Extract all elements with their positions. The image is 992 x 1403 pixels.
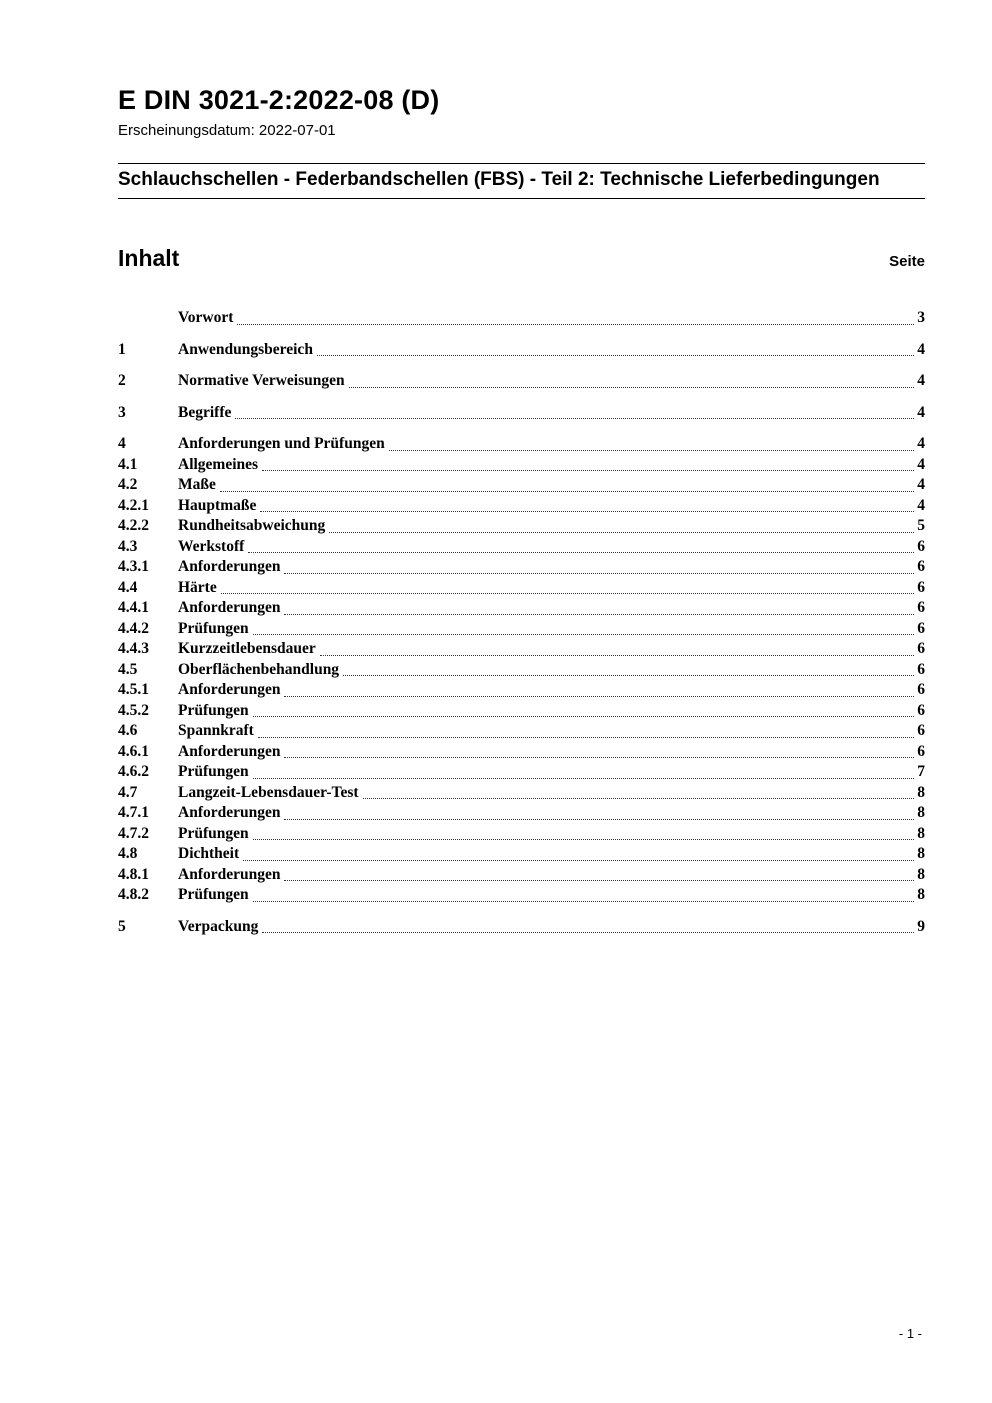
toc-entry-label: Anforderungen (178, 681, 281, 699)
toc-dotted-leader (253, 778, 915, 779)
toc-row (118, 680, 925, 701)
toc-dotted-leader (220, 491, 914, 492)
toc-entry-number: 2 (118, 372, 126, 390)
toc-entry-number: 4.2.1 (118, 496, 149, 514)
document-id: E DIN 3021-2:2022-08 (D) (118, 85, 440, 115)
toc-entry-label: Langzeit-Lebensdauer-Test (178, 783, 359, 801)
toc-page-column-label: Seite (889, 253, 925, 271)
toc-entry-page: 4 (917, 435, 925, 453)
toc-entry-page: 6 (917, 578, 925, 596)
toc-dotted-leader (284, 880, 914, 881)
toc-entry-label: Anforderungen (178, 804, 281, 822)
toc-row (118, 403, 925, 424)
toc-dotted-leader (389, 450, 915, 451)
toc-entry-label: Härte (178, 578, 217, 596)
toc-entry-label: Prüfungen (178, 824, 249, 842)
toc-row (118, 742, 925, 763)
toc-entry-number: 4.2.2 (118, 517, 149, 535)
toc-entry-number: 4.5.1 (118, 681, 149, 699)
toc-row (118, 496, 925, 517)
toc-header (118, 245, 925, 272)
toc-entry-label: Hauptmaße (178, 496, 257, 514)
toc-entry-number: 4.4.2 (118, 619, 149, 637)
toc-row (118, 619, 925, 640)
toc-entry-label: Begriffe (178, 403, 232, 421)
toc-entry-page: 4 (917, 403, 925, 421)
toc-entry-page: 4 (917, 455, 925, 473)
toc-dotted-leader (284, 757, 914, 758)
toc-dotted-leader (343, 675, 914, 676)
toc-dotted-leader (284, 819, 914, 820)
toc-entry-number: 4.6.1 (118, 742, 149, 760)
toc-row (118, 340, 925, 361)
toc-row (118, 308, 925, 329)
toc-entry-page: 6 (917, 681, 925, 699)
toc-entry-number: 4.4.1 (118, 599, 149, 617)
toc-entry-number: 1 (118, 340, 126, 358)
toc-row (118, 537, 925, 558)
toc-heading: Inhalt (118, 245, 180, 272)
toc-dotted-leader (363, 798, 915, 799)
toc-row (118, 917, 925, 938)
toc-entry-page: 8 (917, 804, 925, 822)
toc-dotted-leader (221, 593, 915, 594)
toc-dotted-leader (317, 355, 914, 356)
toc-dotted-leader (284, 696, 914, 697)
toc-dotted-leader (253, 634, 915, 635)
toc-entry-label: Prüfungen (178, 886, 249, 904)
toc-dotted-leader (260, 511, 914, 512)
toc-entry-label: Rundheitsabweichung (178, 517, 326, 535)
toc-entry-label: Kurzzeitlebensdauer (178, 640, 316, 658)
toc-dotted-leader (320, 655, 914, 656)
toc-dotted-leader (329, 532, 914, 533)
toc-entry-label: Anforderungen und Prüfungen (178, 435, 385, 453)
toc-entry-page: 4 (917, 340, 925, 358)
toc-dotted-leader (253, 716, 915, 717)
toc-entry-label: Anforderungen (178, 742, 281, 760)
toc-dotted-leader (262, 470, 914, 471)
toc-dotted-leader (237, 324, 914, 325)
toc-row (118, 516, 925, 537)
toc-entry-page: 4 (917, 476, 925, 494)
toc-entry-label: Anforderungen (178, 599, 281, 617)
toc-entry-label: Anforderungen (178, 558, 281, 576)
toc-entry-page: 4 (917, 496, 925, 514)
toc-dotted-leader (253, 901, 915, 902)
toc-entry-number: 4.7.2 (118, 824, 149, 842)
toc-row (118, 803, 925, 824)
toc-row (118, 578, 925, 599)
toc-entry-label: Prüfungen (178, 701, 249, 719)
toc-row (118, 844, 925, 865)
toc-entry-page: 8 (917, 865, 925, 883)
toc-entry-number: 4.8.1 (118, 865, 149, 883)
toc-row (118, 371, 925, 392)
toc-entry-number: 5 (118, 917, 126, 935)
toc-dotted-leader (262, 932, 914, 933)
toc-entry-page: 6 (917, 660, 925, 678)
toc-entry-number: 4.5.2 (118, 701, 149, 719)
toc-entry-page: 6 (917, 722, 925, 740)
toc-entry-number: 4.6 (118, 722, 138, 740)
toc-entry-page: 8 (917, 845, 925, 863)
toc-entry-label: Maße (178, 476, 216, 494)
toc-entry-number: 4 (118, 435, 126, 453)
toc-dotted-leader (253, 839, 915, 840)
toc-entry-page: 8 (917, 783, 925, 801)
toc-entry-number: 4.1 (118, 455, 138, 473)
toc-row (118, 557, 925, 578)
toc-entry-page: 6 (917, 640, 925, 658)
document-title: Schlauchschellen - Federbandschellen (FBS) - Teil 2: Technische Lieferbedingungen (118, 163, 925, 200)
toc-entry-label: Prüfungen (178, 763, 249, 781)
toc-row (118, 824, 925, 845)
toc-entry-label: Anwendungsbereich (178, 340, 313, 358)
toc-entry-label: Prüfungen (178, 619, 249, 637)
toc-row (118, 639, 925, 660)
footer-page-number: - 1 - (898, 1326, 922, 1341)
toc-dotted-leader (235, 418, 914, 419)
toc-entry-page: 6 (917, 619, 925, 637)
toc-entry-page: 6 (917, 742, 925, 760)
toc-entry-page: 6 (917, 701, 925, 719)
toc-entry-page: 9 (917, 917, 925, 935)
toc-entry-label: Dichtheit (178, 845, 240, 863)
toc-row (118, 598, 925, 619)
release-date: Erscheinungsdatum: 2022-07-01 (118, 121, 336, 139)
toc-entry-label: Werkstoff (178, 537, 245, 555)
toc-list (118, 308, 925, 937)
toc-row (118, 885, 925, 906)
toc-entry-number: 4.6.2 (118, 763, 149, 781)
toc-row (118, 434, 925, 455)
toc-entry-number: 4.7.1 (118, 804, 149, 822)
toc-row (118, 865, 925, 886)
toc-entry-number: 3 (118, 403, 126, 421)
toc-entry-label: Verpackung (178, 917, 259, 935)
toc-entry-number: 4.8 (118, 845, 138, 863)
toc-dotted-leader (284, 573, 914, 574)
toc-entry-label: Spannkraft (178, 722, 254, 740)
toc-entry-label: Normative Verweisungen (178, 372, 345, 390)
toc-entry-page: 6 (917, 537, 925, 555)
toc-entry-number: 4.3.1 (118, 558, 149, 576)
toc-entry-label: Anforderungen (178, 865, 281, 883)
toc-row (118, 701, 925, 722)
toc-dotted-leader (349, 387, 915, 388)
toc-entry-page: 6 (917, 558, 925, 576)
toc-entry-number: 4.4.3 (118, 640, 149, 658)
toc-entry-page: 8 (917, 824, 925, 842)
toc-row (118, 475, 925, 496)
toc-entry-page: 4 (917, 372, 925, 390)
toc-row (118, 455, 925, 476)
toc-entry-label: Allgemeines (178, 455, 259, 473)
toc-dotted-leader (248, 552, 914, 553)
toc-row (118, 762, 925, 783)
toc-entry-page: 5 (917, 517, 925, 535)
toc-row (118, 721, 925, 742)
toc-entry-page: 7 (917, 763, 925, 781)
toc-entry-number: 4.4 (118, 578, 138, 596)
toc-entry-number: 4.5 (118, 660, 138, 678)
toc-row (118, 660, 925, 681)
toc-entry-page: 8 (917, 886, 925, 904)
toc-entry-number: 4.8.2 (118, 886, 149, 904)
toc-entry-label: Oberflächenbehandlung (178, 660, 340, 678)
toc-dotted-leader (258, 737, 914, 738)
toc-entry-label: Vorwort (178, 309, 234, 327)
toc-entry-page: 6 (917, 599, 925, 617)
toc-dotted-leader (243, 860, 914, 861)
toc-row (118, 783, 925, 804)
toc-entry-number: 4.3 (118, 537, 138, 555)
toc-entry-number: 4.7 (118, 783, 138, 801)
toc-entry-page: 3 (917, 309, 925, 327)
toc-dotted-leader (284, 614, 914, 615)
toc-entry-number: 4.2 (118, 476, 138, 494)
